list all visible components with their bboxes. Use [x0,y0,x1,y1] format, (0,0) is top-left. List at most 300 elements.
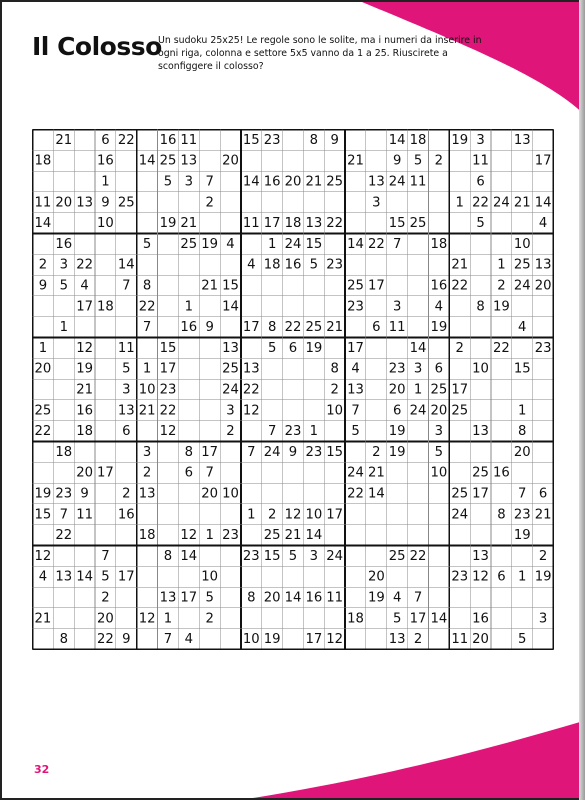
sudoku-given-number: 19 [201,236,219,252]
sudoku-given-number: 14 [76,569,93,585]
sudoku-given-number: 25 [305,320,323,336]
sudoku-given-number: 21 [180,216,198,232]
sudoku-given-number: 25 [326,174,344,190]
sudoku-given-number: 8 [476,299,485,315]
sudoku-given-number: 23 [347,299,364,315]
sudoku-given-number: 17 [159,361,177,377]
sudoku-given-number: 21 [367,465,385,481]
sudoku-given-number: 18 [347,611,364,627]
sudoku-given-number: 24 [513,278,531,294]
sudoku-given-number: 25 [409,216,427,232]
sudoku-given-number: 16 [305,590,323,606]
sudoku-given-number: 6 [476,174,485,190]
sudoku-given-number: 5 [142,236,152,252]
sudoku-given-number: 14 [430,611,448,627]
sudoku-given-number: 13 [513,132,531,148]
sudoku-given-number: 16 [493,465,510,481]
sudoku-given-number: 11 [409,174,427,190]
sudoku-given-number: 1 [413,382,423,398]
sudoku-given-number: 24 [347,465,364,481]
sudoku-given-number: 6 [538,486,548,502]
sudoku-given-number: 3 [538,611,548,627]
sudoku-given-number: 23 [263,132,281,148]
sudoku-given-number: 16 [97,153,114,169]
sudoku-given-number: 5 [351,424,360,440]
sudoku-given-number: 23 [513,507,531,523]
sudoku-given-number: 15 [263,548,281,564]
sudoku-given-number: 20 [34,361,52,377]
sudoku-given-number: 19 [534,569,552,585]
sudoku-given-number: 25 [388,548,406,564]
sudoku-given-number: 8 [184,444,193,460]
sudoku-given-number: 22 [55,528,73,544]
sudoku-given-number: 17 [76,299,93,315]
sudoku-given-number: 25 [34,403,52,419]
sudoku-given-number: 20 [97,611,114,627]
sudoku-given-number: 13 [534,257,552,273]
sudoku-given-number: 12 [242,403,260,419]
sudoku-given-number: 8 [142,278,152,294]
sudoku-given-number: 22 [76,257,93,273]
sudoku-given-number: 17 [326,507,344,523]
sudoku-given-number: 23 [159,382,177,398]
sudoku-grid [32,129,554,650]
sudoku-given-number: 9 [393,153,402,169]
sudoku-given-number: 21 [534,507,552,523]
sudoku-given-number: 7 [59,507,68,523]
sudoku-given-number: 5 [309,257,319,273]
sudoku-given-number: 5 [205,590,214,606]
sudoku-given-number: 24 [284,236,302,252]
sudoku-given-number: 21 [138,403,156,419]
sudoku-given-number: 20 [201,486,219,502]
sudoku-given-number: 9 [122,632,131,648]
sudoku-given-number: 25 [513,257,531,273]
sudoku-given-number: 17 [263,216,281,232]
sudoku-given-number: 20 [534,278,552,294]
sudoku-given-number: 22 [242,382,260,398]
sudoku-given-number: 12 [34,548,52,564]
sudoku-given-number: 19 [76,361,93,377]
sudoku-given-number: 19 [513,528,531,544]
sudoku-given-number: 5 [163,174,173,190]
sudoku-given-number: 10 [326,403,344,419]
sudoku-given-number: 9 [330,132,339,148]
sudoku-given-number: 9 [205,320,214,336]
sudoku-given-number: 9 [38,278,48,294]
sudoku-given-number: 25 [222,361,239,377]
sudoku-given-number: 17 [305,632,323,648]
sudoku-given-number: 16 [472,611,489,627]
sudoku-given-number: 9 [288,444,298,460]
sudoku-given-number: 7 [518,486,527,502]
sudoku-given-number: 13 [222,340,239,356]
sudoku-given-number: 4 [226,236,235,252]
sudoku-given-number: 14 [242,174,260,190]
sudoku-given-number: 22 [326,216,344,232]
sudoku-given-number: 23 [388,361,406,377]
sudoku-given-number: 14 [117,257,135,273]
sudoku-given-number: 22 [347,486,364,502]
sudoku-given-number: 7 [413,590,423,606]
sudoku-given-number: 16 [284,257,302,273]
sudoku-given-number: 20 [388,382,406,398]
sudoku-given-number: 11 [388,320,406,336]
sudoku-given-number: 20 [222,153,239,169]
sudoku-given-number: 3 [226,403,235,419]
sudoku-given-number: 20 [55,195,73,211]
sudoku-given-number: 4 [80,278,89,294]
sudoku-given-number: 17 [97,465,114,481]
sudoku-given-number: 1 [205,528,214,544]
sudoku-given-number: 9 [101,195,110,211]
sudoku-given-number: 13 [159,590,177,606]
sudoku-given-number: 17 [347,340,364,356]
sudoku-given-number: 11 [451,632,469,648]
sudoku-given-number: 21 [305,174,323,190]
sudoku-given-number: 8 [267,320,277,336]
sudoku-given-number: 10 [222,486,239,502]
sudoku-given-number: 17 [180,590,198,606]
sudoku-given-number: 13 [76,195,93,211]
sudoku-given-number: 12 [138,611,156,627]
sudoku-given-number: 22 [451,278,469,294]
sudoku-given-number: 13 [117,403,135,419]
sudoku-given-number: 2 [267,507,277,523]
sudoku-given-number: 14 [367,486,385,502]
page-number: 32 [34,763,50,776]
sudoku-given-number: 2 [205,195,214,211]
sudoku-given-number: 17 [201,444,219,460]
sudoku-given-number: 24 [388,174,406,190]
sudoku-given-number: 21 [347,153,364,169]
sudoku-given-number: 20 [76,465,93,481]
sudoku-given-number: 19 [34,486,52,502]
sudoku-given-number: 7 [122,278,131,294]
sudoku-given-number: 21 [201,278,219,294]
sudoku-given-number: 15 [159,340,177,356]
sudoku-given-number: 21 [513,195,531,211]
sudoku-given-number: 11 [34,195,52,211]
sudoku-given-number: 17 [534,153,552,169]
sudoku-given-number: 22 [159,403,177,419]
sudoku-given-number: 3 [184,174,193,190]
sudoku-given-number: 10 [97,216,114,232]
sudoku-given-number: 14 [347,236,364,252]
sudoku-given-number: 22 [97,632,114,648]
sudoku-given-number: 2 [122,486,131,502]
sudoku-given-number: 4 [393,590,402,606]
sudoku-given-number: 2 [226,424,235,440]
sudoku-given-number: 23 [451,569,469,585]
sudoku-given-number: 13 [388,632,406,648]
sudoku-given-number: 17 [451,382,469,398]
sudoku-given-number: 10 [472,361,489,377]
sudoku-given-number: 9 [80,486,89,502]
sudoku-given-number: 15 [305,236,323,252]
sudoku-given-number: 6 [184,465,193,481]
sudoku-given-number: 12 [326,632,344,648]
sudoku-given-number: 4 [518,320,527,336]
sudoku-given-number: 19 [263,632,281,648]
sudoku-given-number: 21 [284,528,302,544]
sudoku-given-number: 14 [180,548,198,564]
sudoku-given-number: 23 [305,444,323,460]
sudoku-given-number: 2 [413,632,423,648]
sudoku-given-number: 17 [117,569,135,585]
sudoku-given-number: 2 [101,590,110,606]
sudoku-given-number: 18 [284,216,302,232]
sudoku-given-number: 7 [163,632,173,648]
sudoku-given-number: 16 [263,174,281,190]
sudoku-given-number: 3 [372,195,381,211]
sudoku-given-number: 18 [263,257,281,273]
sudoku-given-number: 3 [476,132,485,148]
sudoku-given-number: 16 [159,132,177,148]
sudoku-given-number: 10 [430,465,448,481]
sudoku-given-number: 17 [472,486,489,502]
sudoku-given-number: 5 [59,278,68,294]
sudoku-given-number: 12 [76,340,93,356]
sudoku-given-number: 6 [434,361,444,377]
sudoku-given-number: 18 [55,444,73,460]
sudoku-given-number: 22 [472,195,489,211]
sudoku-given-number: 22 [367,236,385,252]
sudoku-given-number: 4 [247,257,256,273]
sudoku-given-number: 5 [518,632,527,648]
sudoku-given-number: 8 [497,507,506,523]
sudoku-given-number: 7 [101,548,110,564]
sudoku-given-number: 6 [101,132,110,148]
sudoku-given-number: 6 [122,424,131,440]
sudoku-given-number: 16 [76,403,93,419]
sudoku-given-number: 21 [76,382,93,398]
sudoku-given-number: 21 [55,132,73,148]
sudoku-given-number: 6 [288,340,298,356]
sudoku-given-number: 13 [242,361,260,377]
sudoku-given-number: 7 [205,174,214,190]
sudoku-given-number: 17 [242,320,260,336]
bottom-swoosh [227,720,585,800]
sudoku-given-number: 8 [309,132,319,148]
sudoku-given-number: 2 [372,444,381,460]
sudoku-given-number: 14 [138,153,156,169]
sudoku-given-number: 20 [513,444,531,460]
sudoku-given-number: 8 [247,590,256,606]
sudoku-given-number: 3 [59,257,68,273]
sudoku-given-number: 20 [430,403,448,419]
sudoku-given-number: 2 [142,465,152,481]
sudoku-given-number: 3 [413,361,423,377]
sudoku-given-number: 20 [367,569,385,585]
sudoku-given-number: 5 [434,444,444,460]
sudoku-given-number: 23 [534,340,552,356]
sudoku-given-number: 13 [305,216,323,232]
sudoku-given-number: 10 [138,382,156,398]
sudoku-given-number: 1 [38,340,48,356]
sudoku-given-number: 14 [305,528,323,544]
sudoku-given-number: 23 [222,528,239,544]
sudoku-given-number: 14 [34,216,52,232]
sudoku-given-number: 23 [242,548,260,564]
sudoku-given-number: 18 [34,153,52,169]
sudoku-given-number: 12 [180,528,198,544]
sudoku-given-number: 22 [284,320,302,336]
sudoku-given-number: 20 [284,174,302,190]
sudoku-given-number: 1 [59,320,68,336]
sudoku-given-number: 10 [513,236,531,252]
sudoku-given-number: 13 [472,424,489,440]
sudoku-given-number: 25 [159,153,177,169]
intro-text: Un sudoku 25x25! Le regole sono le solite, ma i numeri da inserire in ogni riga, colonna e settore 5x5 vanno da 1 a 25. Riuscirete a sconfiggere il colosso? [158,35,482,72]
sudoku-given-number: 2 [538,548,548,564]
sudoku-given-number: 22 [138,299,156,315]
sudoku-given-number: 11 [472,153,489,169]
sudoku-given-number: 24 [409,403,427,419]
sudoku-given-number: 4 [38,569,48,585]
sudoku-given-number: 24 [326,548,344,564]
sudoku-given-number: 15 [388,216,406,232]
sudoku-given-number: 13 [347,382,364,398]
sudoku-given-number: 3 [393,299,402,315]
sudoku-given-number: 7 [142,320,152,336]
sudoku-given-number: 5 [101,569,110,585]
sudoku-given-number: 1 [163,611,173,627]
sudoku-given-number: 10 [305,507,323,523]
sudoku-given-number: 11 [117,340,135,356]
sudoku-given-number: 20 [472,632,489,648]
sudoku-given-number: 22 [117,132,135,148]
sudoku-given-number: 24 [263,444,281,460]
sudoku-given-number: 18 [138,528,156,544]
sudoku-given-number: 20 [263,590,281,606]
sudoku-given-number: 16 [430,278,448,294]
sudoku-given-number: 15 [242,132,260,148]
sudoku-given-number: 11 [180,132,198,148]
sudoku-given-number: 2 [455,340,464,356]
sudoku-given-number: 22 [409,548,427,564]
sudoku-given-number: 2 [38,257,48,273]
sudoku-given-number: 22 [34,424,52,440]
sudoku-given-number: 1 [101,174,110,190]
sudoku-given-number: 17 [409,611,427,627]
sudoku-given-number: 19 [305,340,323,356]
sudoku-given-number: 3 [142,444,152,460]
sudoku-given-number: 11 [76,507,93,523]
sudoku-given-number: 25 [347,278,364,294]
sudoku-given-number: 3 [434,424,444,440]
sudoku-given-number: 6 [393,403,402,419]
sudoku-given-number: 18 [430,236,448,252]
sudoku-given-number: 10 [242,632,260,648]
sudoku-given-number: 25 [180,236,198,252]
sudoku-given-number: 8 [518,424,527,440]
sudoku-given-number: 25 [117,195,135,211]
sudoku-given-number: 13 [367,174,385,190]
sudoku-given-number: 24 [451,507,469,523]
sudoku-given-number: 5 [413,153,423,169]
sudoku-given-number: 25 [430,382,448,398]
sudoku-given-number: 11 [326,590,344,606]
sudoku-given-number: 7 [247,444,256,460]
sudoku-given-number: 12 [472,569,489,585]
sudoku-given-number: 1 [309,424,319,440]
sudoku-given-number: 2 [497,278,506,294]
sudoku-given-number: 24 [222,382,239,398]
sudoku-given-number: 1 [267,236,277,252]
sudoku-given-number: 18 [76,424,93,440]
sudoku-given-number: 19 [451,132,469,148]
sudoku-given-number: 5 [476,216,485,232]
sudoku-given-number: 1 [455,195,464,211]
sudoku-given-number: 12 [159,424,177,440]
sudoku-given-number: 23 [284,424,302,440]
sudoku-given-number: 1 [518,403,527,419]
sudoku-given-number: 4 [184,632,193,648]
sudoku-given-number: 13 [138,486,156,502]
sudoku-given-number: 7 [205,465,214,481]
sudoku-given-number: 16 [117,507,135,523]
sudoku-given-number: 2 [434,153,444,169]
sudoku-given-number: 1 [247,507,256,523]
sudoku-given-number: 18 [409,132,427,148]
sudoku-given-number: 14 [409,340,427,356]
sudoku-given-number: 5 [122,361,131,377]
sudoku-given-number: 21 [326,320,344,336]
sudoku-given-number: 17 [367,278,385,294]
sudoku-given-number: 14 [388,132,406,148]
sudoku-given-number: 16 [55,236,73,252]
page-shadow [579,0,585,800]
sudoku-given-number: 23 [55,486,73,502]
sudoku-given-number: 7 [267,424,277,440]
sudoku-given-number: 14 [534,195,552,211]
sudoku-given-number: 7 [351,403,360,419]
sudoku-given-number: 14 [284,590,302,606]
sudoku-given-number: 25 [472,465,489,481]
sudoku-given-number: 19 [367,590,385,606]
sudoku-given-number: 13 [180,153,198,169]
sudoku-given-number: 4 [434,299,444,315]
sudoku-given-number: 13 [472,548,489,564]
sudoku-given-number: 4 [538,216,548,232]
sudoku-given-number: 1 [518,569,527,585]
sudoku-given-number: 25 [451,486,469,502]
sudoku-given-number: 21 [451,257,469,273]
sudoku-given-number: 1 [142,361,152,377]
sudoku-given-number: 3 [309,548,319,564]
sudoku-given-number: 5 [393,611,402,627]
sudoku-given-number: 22 [493,340,510,356]
sudoku-given-number: 23 [326,257,344,273]
sudoku-given-number: 6 [372,320,381,336]
sudoku-given-number: 19 [159,216,177,232]
sudoku-given-number: 16 [180,320,198,336]
sudoku-given-number: 5 [288,548,298,564]
sudoku-given-number: 12 [284,507,302,523]
sudoku-given-number: 15 [34,507,52,523]
sudoku-given-number: 8 [163,548,173,564]
sudoku-given-number: 1 [497,257,506,273]
sudoku-given-number: 25 [263,528,281,544]
sudoku-given-number: 15 [222,278,239,294]
page-title: Il Colosso [32,32,162,61]
sudoku-given-number: 15 [513,361,531,377]
sudoku-given-number: 2 [330,382,339,398]
sudoku-given-number: 8 [59,632,68,648]
sudoku-given-number: 14 [222,299,239,315]
sudoku-given-number: 5 [267,340,277,356]
